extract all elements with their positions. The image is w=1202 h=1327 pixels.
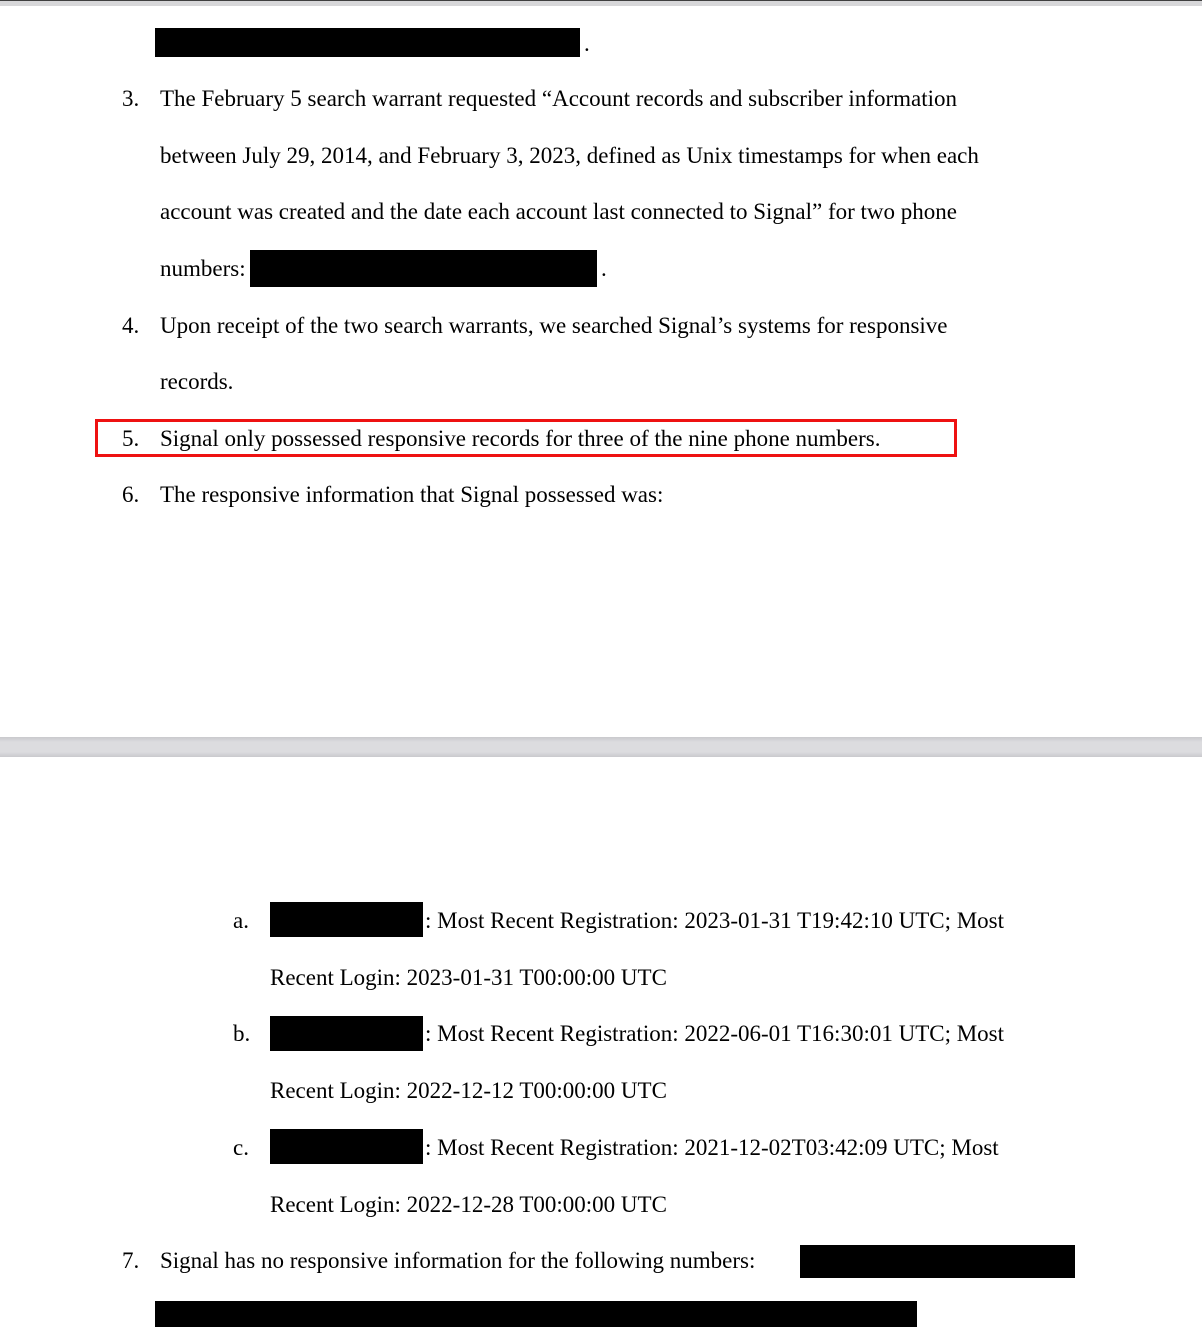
item5-number: 5. [122, 426, 140, 451]
redaction-bar-phone-c [270, 1129, 423, 1164]
item7-number: 7. [122, 1248, 140, 1273]
subitem-a-login: Recent Login: 2023-01-31 T00:00:00 UTC [270, 965, 667, 990]
item3-numbers-label: numbers: [160, 256, 246, 281]
item6-number: 6. [122, 482, 140, 507]
redaction-bar-phone-b [270, 1016, 423, 1051]
subitem-c-marker: c. [233, 1135, 249, 1160]
intro-period: . [584, 31, 590, 56]
item5-text: Signal only possessed responsive records for three of the nine phone numbers. [160, 426, 881, 451]
subitem-a-marker: a. [233, 908, 249, 933]
viewer-chrome-edge [0, 0, 1202, 6]
item7-text: Signal has no responsive information for the following numbers: [160, 1248, 756, 1273]
redaction-bar-item3-numbers [250, 250, 597, 287]
redaction-bar-bottom [155, 1301, 917, 1327]
subitem-c-login: Recent Login: 2022-12-28 T00:00:00 UTC [270, 1192, 667, 1217]
redaction-bar-item7 [800, 1245, 1075, 1278]
item4-line-2: records. [160, 369, 234, 394]
redaction-bar-phone-a [270, 902, 423, 937]
item6-text: The responsive information that Signal possessed was: [160, 482, 664, 507]
subitem-a-registration: : Most Recent Registration: 2023-01-31 T19:42:10 UTC; Most [425, 908, 1005, 933]
item3-line-3: account was created and the date each account last connected to Signal” for two phone [160, 199, 957, 224]
item3-period: . [601, 256, 607, 281]
subitem-c-registration: : Most Recent Registration: 2021-12-02T03:42:09 UTC; Most [425, 1135, 999, 1160]
subitem-b-registration: : Most Recent Registration: 2022-06-01 T16:30:01 UTC; Most [425, 1021, 1005, 1046]
item3-line-1: The February 5 search warrant requested “Account records and subscriber information [160, 86, 958, 111]
redaction-bar-intro [155, 28, 580, 57]
subitem-b-marker: b. [233, 1021, 251, 1046]
page-separator [0, 737, 1202, 757]
item3-number: 3. [122, 86, 140, 111]
item3-line-2: between July 29, 2014, and February 3, 2023, defined as Unix timestamps for when each [160, 143, 979, 168]
item4-number: 4. [122, 313, 140, 338]
subitem-b-login: Recent Login: 2022-12-12 T00:00:00 UTC [270, 1078, 667, 1103]
item4-line-1: Upon receipt of the two search warrants, we searched Signal’s systems for responsive [160, 313, 948, 338]
